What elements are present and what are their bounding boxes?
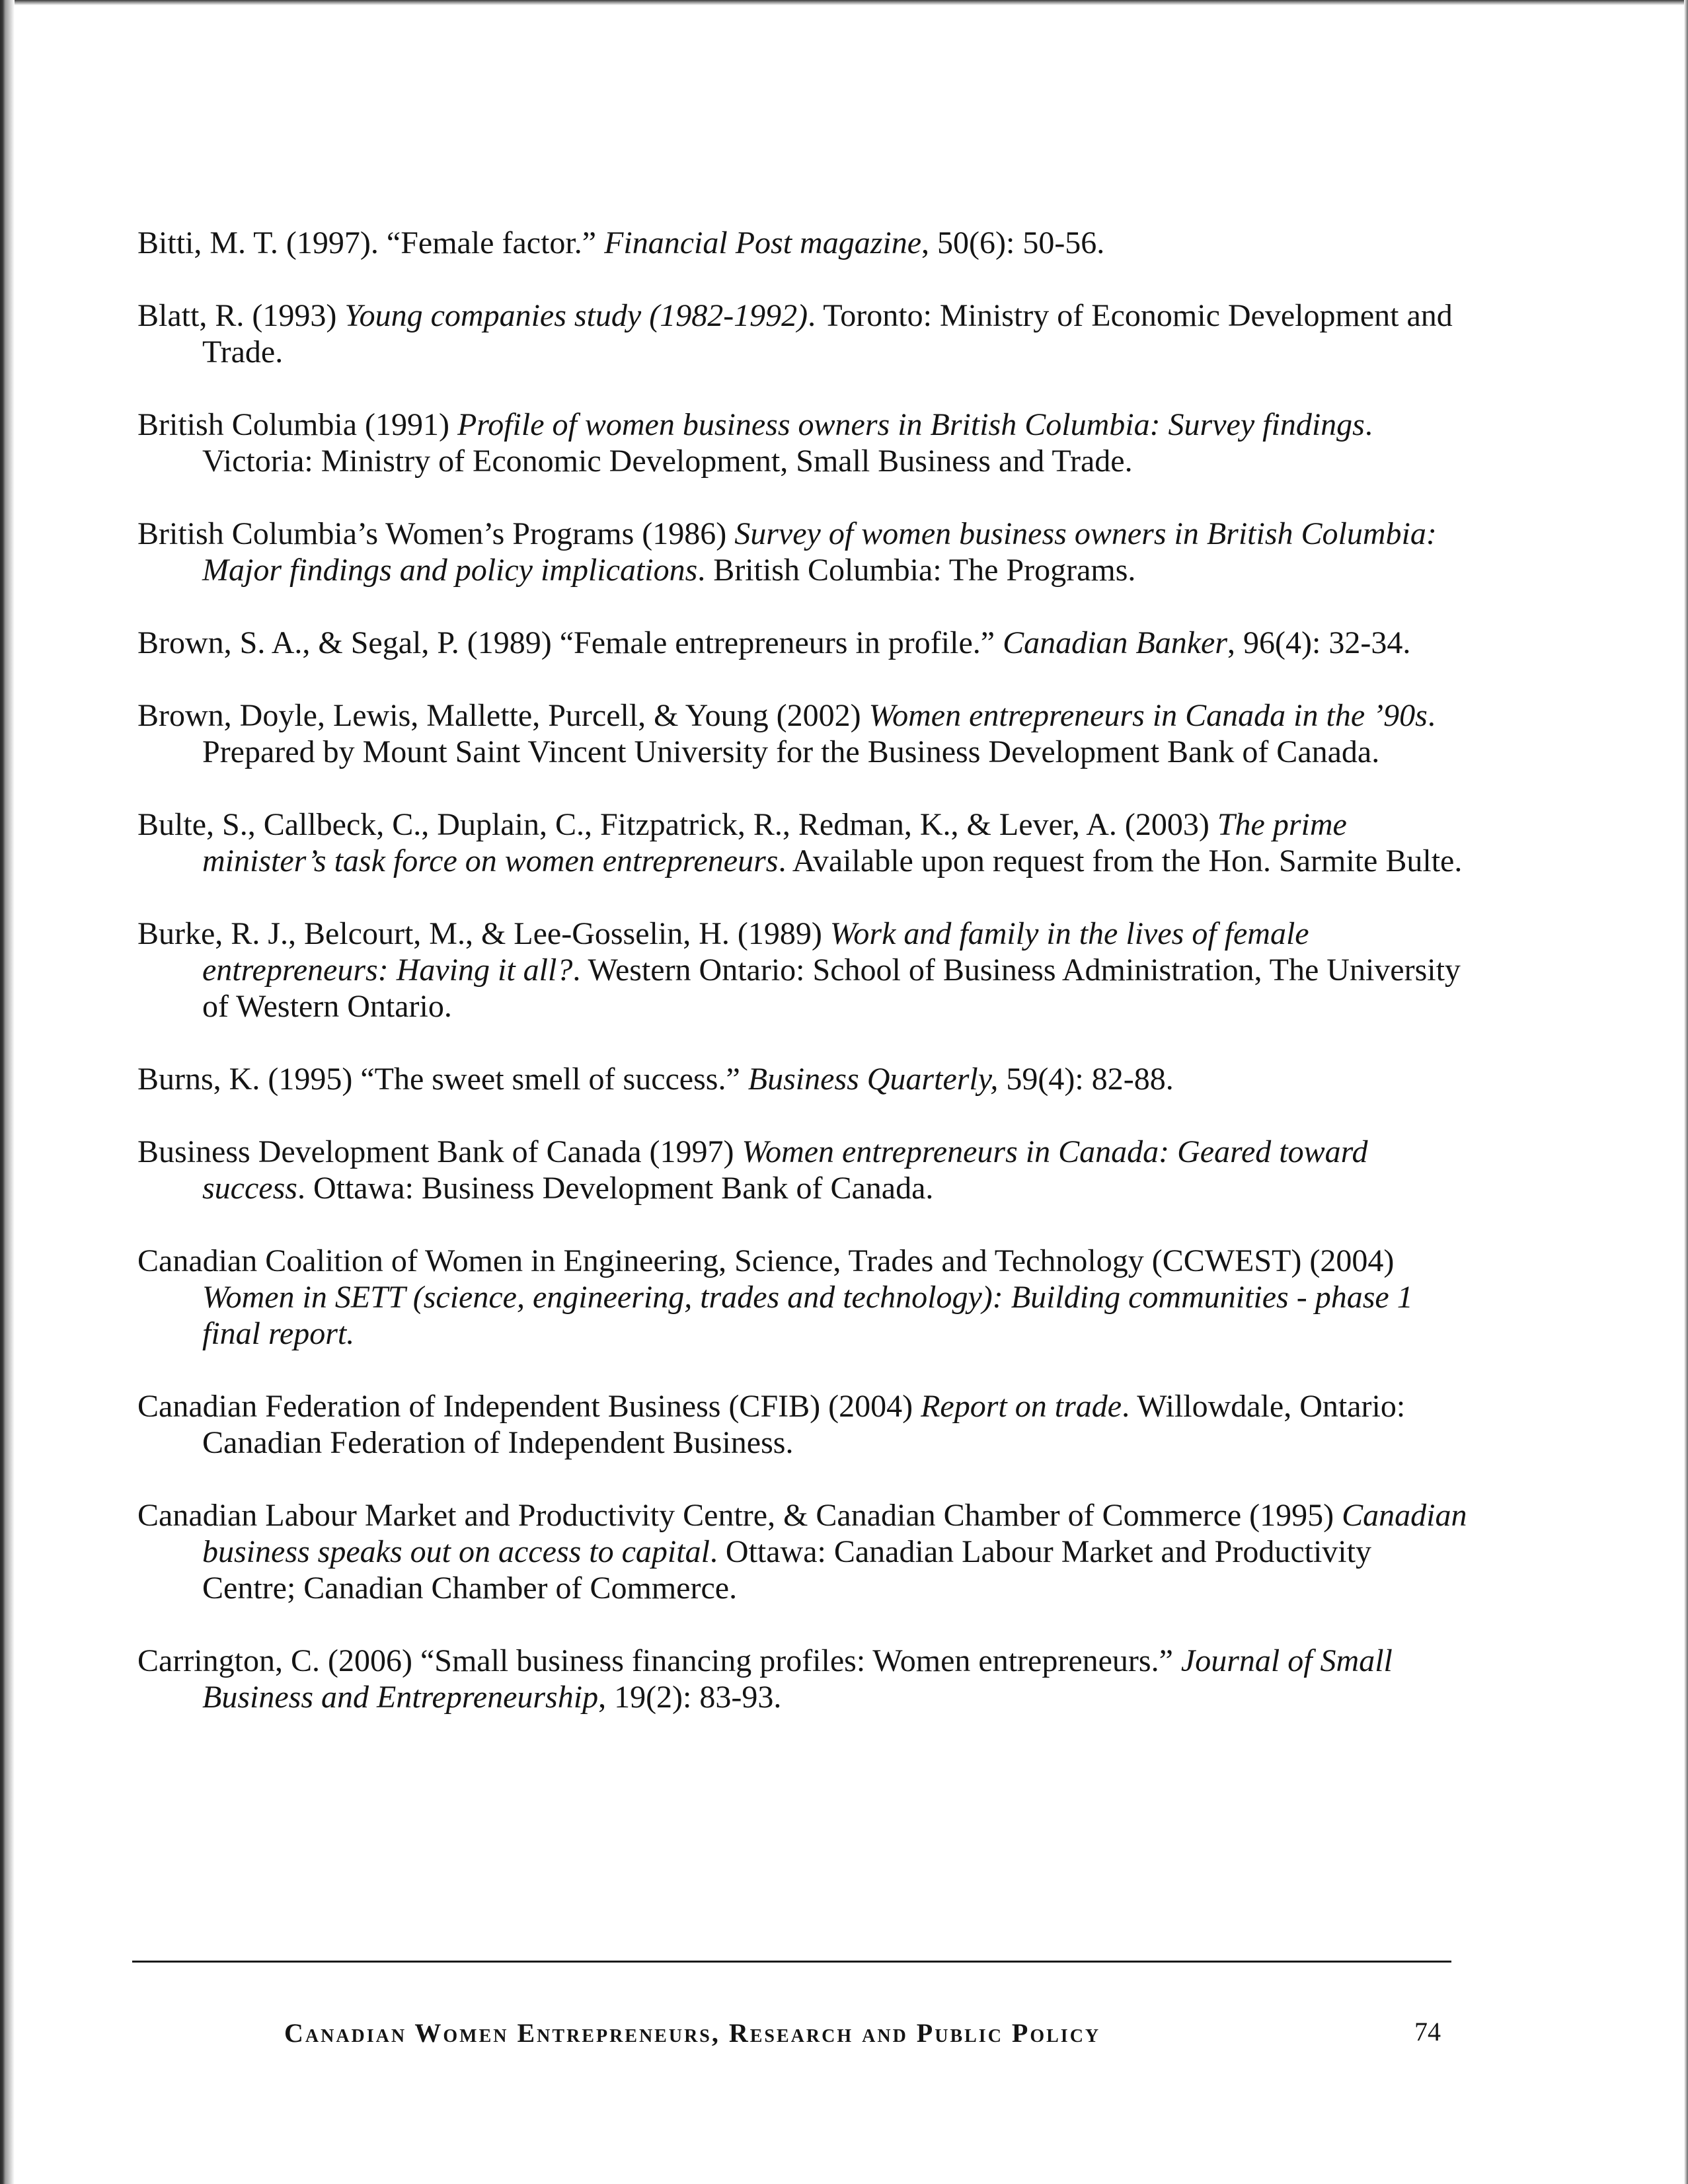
reference-title: The prime minister’s task force on women entrepreneurs (202, 807, 1347, 878)
reference-title: Canadian business speaks out on access to capital (202, 1498, 1467, 1569)
reference-title: Work and family in the lives of female entrepreneurs: Having it all? (202, 916, 1309, 988)
reference-title: Report on trade (921, 1389, 1122, 1424)
reference-lead: Carrington, C. (2006) “Small business financing profiles: Women entrepreneurs.” (137, 1643, 1181, 1678)
reference-tail: . Western Ontario: School of Business Administration, The University of Western Ontario. (202, 953, 1461, 1024)
reference-entry (137, 916, 1473, 1025)
reference-entry (137, 1134, 1473, 1206)
reference-tail: . Prepared by Mount Saint Vincent University for the Business Development Bank of Canada. (202, 698, 1436, 769)
reference-entry (137, 407, 1473, 479)
reference-title: Profile of women business owners in British Columbia: Survey findings (457, 407, 1365, 442)
scan-edge-left (0, 0, 15, 2184)
reference-lead: Blatt, R. (1993) (137, 298, 345, 333)
reference-entry (137, 806, 1473, 879)
reference-tail: . Victoria: Ministry of Economic Development, Small Business and Trade. (202, 407, 1373, 479)
reference-tail: . British Columbia: The Programs. (697, 553, 1136, 588)
reference-entry (137, 1497, 1473, 1606)
reference-entry (137, 516, 1473, 588)
reference-lead: Canadian Coalition of Women in Engineering, Science, Trades and Technology (CCWEST) (2004) (137, 1243, 1395, 1278)
reference-title: Survey of women business owners in British Columbia: Major findings and policy implications (202, 516, 1437, 588)
reference-title: Women in SETT (science, engineering, trades and technology): Building communities - phase 1 final report. (202, 1280, 1413, 1351)
scan-edge-top (0, 0, 1688, 5)
reference-lead: Burke, R. J., Belcourt, M., & Lee-Gosselin, H. (1989) (137, 916, 830, 951)
reference-title: Women entrepreneurs in Canada: Geared toward success (202, 1134, 1368, 1206)
reference-tail: . Toronto: Ministry of Economic Development and Trade. (202, 298, 1453, 370)
reference-title: Financial Post magazine (604, 225, 922, 260)
reference-entry (137, 1243, 1473, 1352)
reference-title: Canadian Banker (1003, 625, 1228, 660)
reference-entry (137, 697, 1473, 770)
reference-tail: , 19(2): 83-93. (598, 1680, 782, 1715)
reference-list (137, 225, 1473, 1752)
reference-title: Young companies study (1982-1992) (344, 298, 808, 333)
reference-lead: Bulte, S., Callbeck, C., Duplain, C., Fitzpatrick, R., Redman, K., & Lever, A. (2003) (137, 807, 1217, 842)
reference-lead: Brown, Doyle, Lewis, Mallette, Purcell, & Young (2002) (137, 698, 869, 733)
reference-lead: Burns, K. (1995) “The sweet smell of success.” (137, 1062, 748, 1097)
reference-tail: , 96(4): 32-34. (1227, 625, 1411, 660)
reference-lead: British Columbia’s Women’s Programs (1986) (137, 516, 735, 551)
reference-tail: 59(4): 82-88. (998, 1062, 1174, 1097)
reference-entry (137, 1061, 1473, 1097)
reference-entry (137, 225, 1473, 261)
reference-tail: . Available upon request from the Hon. Sarmite Bulte. (778, 843, 1463, 878)
reference-entry (137, 625, 1473, 661)
reference-tail: . Ottawa: Canadian Labour Market and Productivity Centre; Canadian Chamber of Commerce. (202, 1534, 1371, 1606)
reference-lead: Canadian Federation of Independent Business (CFIB) (2004) (137, 1389, 921, 1424)
reference-title: Women entrepreneurs in Canada in the ’90s (868, 698, 1428, 733)
scan-edge-right (1684, 0, 1688, 2184)
reference-tail: , 50(6): 50-56. (921, 225, 1105, 260)
reference-lead: Bitti, M. T. (1997). “Female factor.” (137, 225, 605, 260)
reference-entry (137, 1388, 1473, 1461)
page-number: 74 (1414, 2017, 1441, 2047)
reference-tail: . Willowdale, Ontario: Canadian Federation of Independent Business. (202, 1389, 1406, 1460)
reference-lead: Brown, S. A., & Segal, P. (1989) “Female entrepreneurs in profile.” (137, 625, 1003, 660)
reference-lead: Business Development Bank of Canada (1997) (137, 1134, 742, 1169)
reference-lead: British Columbia (1991) (137, 407, 457, 442)
running-title: Canadian Women Entrepreneurs, Research and Public Policy (284, 2018, 1101, 2048)
reference-title: Journal of Small Business and Entrepreneurship (202, 1643, 1393, 1715)
reference-entry (137, 1643, 1473, 1715)
reference-lead: Canadian Labour Market and Productivity Centre, & Canadian Chamber of Commerce (1995) (137, 1498, 1342, 1533)
reference-tail: . Ottawa: Business Development Bank of Canada. (297, 1171, 934, 1206)
reference-entry (137, 297, 1473, 370)
reference-title: Business Quarterly, (748, 1062, 999, 1097)
footer-rule (132, 1961, 1451, 1963)
